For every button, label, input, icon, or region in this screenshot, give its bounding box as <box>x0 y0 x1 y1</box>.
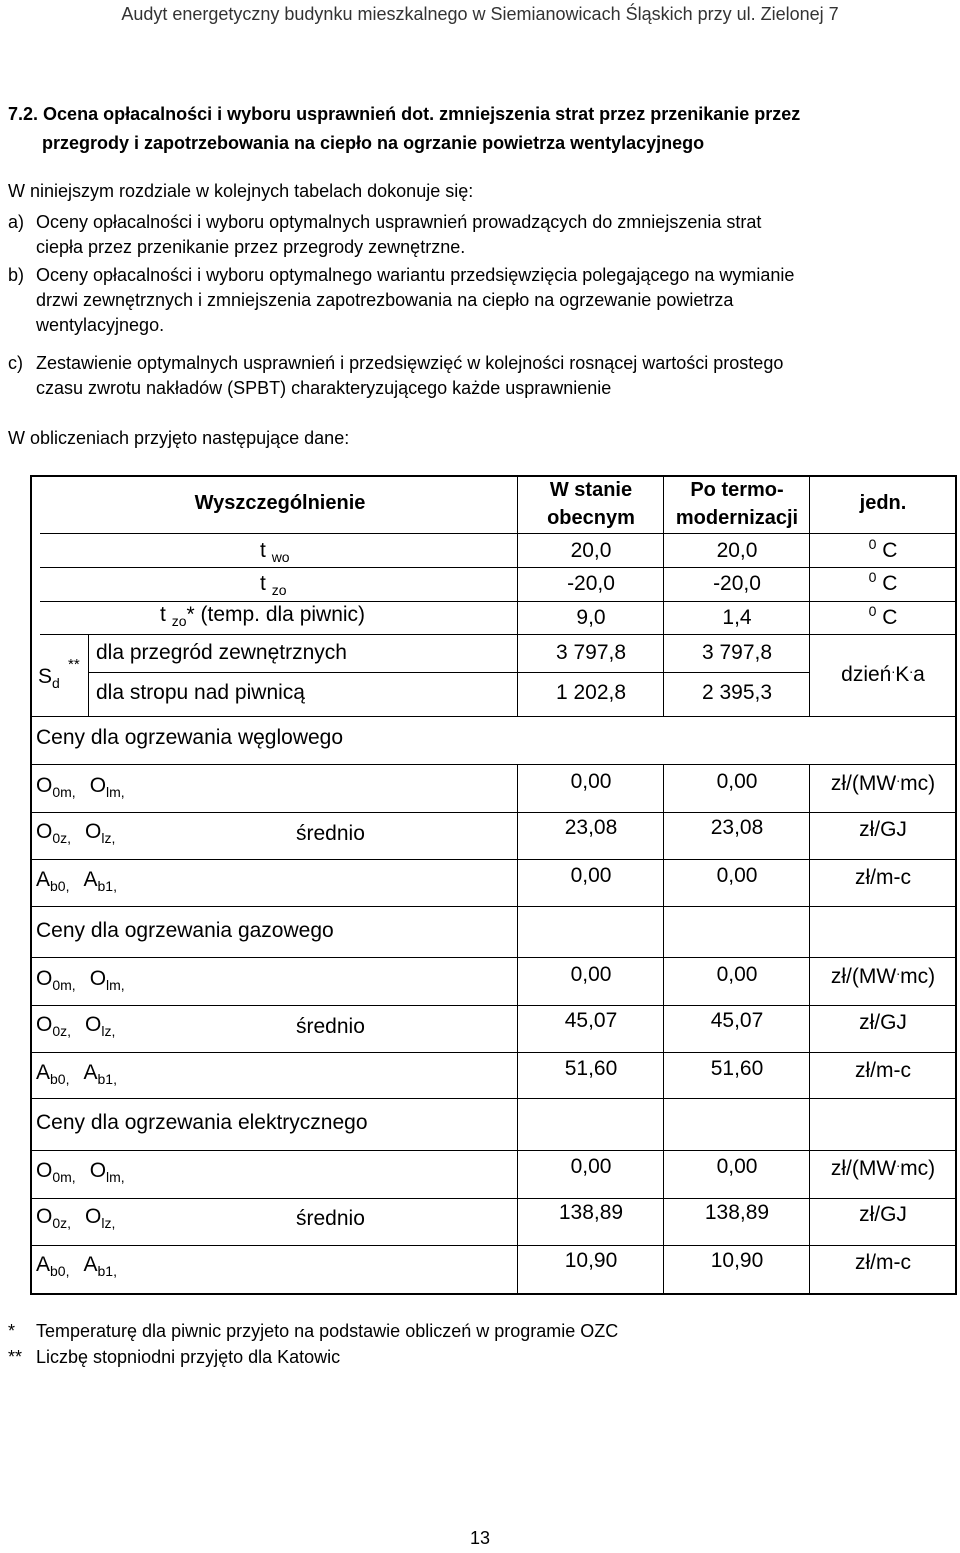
price-symbol: $O_{0m,}$ $O_{lm,}$ <box>36 1159 125 1185</box>
column-divider <box>517 764 518 1293</box>
price-note: średnio <box>296 1015 365 1038</box>
price-symbol: $O_{0z,}$ $O_{lz,}$ <box>36 1205 116 1231</box>
price-unit: zł/(MW.mc) <box>830 962 936 988</box>
header-current-line-1: W stanie <box>549 479 633 501</box>
column-divider <box>663 764 664 1293</box>
list-item-text: drzwi zewnętrznych i zmniejszenia zapotrezbowania na ciepło na ogrzewanie powietrza <box>36 290 734 310</box>
header-current-state <box>519 476 663 532</box>
temp-current-value: -20,0 <box>567 572 615 595</box>
price-unit: zł/(MW.mc) <box>830 1154 936 1180</box>
price-after-value: 138,89 <box>704 1201 770 1224</box>
header-unit: jedn. <box>859 492 907 514</box>
price-unit: zł/m-c <box>855 866 911 889</box>
list-item-text: Oceny opłacalności i wyboru optymalnego wariantu przedsięwzięcia polegającego na wymianie <box>36 265 795 285</box>
row-divider <box>30 1245 955 1246</box>
footnote-mark: ** <box>8 1347 23 1367</box>
input-data-table <box>30 475 957 1295</box>
temp-after-value: 20,0 <box>716 539 758 562</box>
price-current-value: 0,00 <box>570 963 612 986</box>
temp-unit: $^0$ C <box>868 536 898 562</box>
row-divider <box>30 1198 955 1199</box>
price-symbol: $A_{b0,}$ $A_{b1,}$ <box>36 1253 117 1279</box>
degree-days-row-label: dla przegród zewnętrznych <box>96 641 347 664</box>
price-current-value: 10,90 <box>564 1249 618 1272</box>
header-specification: Wyszczególnienie <box>194 492 366 514</box>
temp-unit: $^0$ C <box>868 603 898 629</box>
temp-after-value: 1,4 <box>722 606 752 629</box>
price-current-value: 23,08 <box>564 816 618 839</box>
row-divider <box>30 716 955 717</box>
price-unit: zł/(MW.mc) <box>830 769 936 795</box>
row-divider <box>88 672 809 673</box>
section-number: 7.2. <box>8 104 39 124</box>
price-unit: zł/GJ <box>859 818 907 841</box>
degree-days-row-label: dla stropu nad piwnicą <box>96 681 305 704</box>
price-group-title: Ceny dla ogrzewania węglowego <box>36 726 344 749</box>
degree-days-current-value: 1 202,8 <box>555 681 627 704</box>
price-after-value: 0,00 <box>716 1155 758 1178</box>
column-divider <box>809 475 810 716</box>
degree-days-after-value: 2 395,3 <box>701 681 773 704</box>
degree-days-symbol: $S_d$ <box>38 665 60 691</box>
price-group-title: Ceny dla ogrzewania elektrycznego <box>36 1111 368 1134</box>
price-current-value: 0,00 <box>570 770 612 793</box>
page-number: 13 <box>469 1528 491 1548</box>
price-symbol: $A_{b0,}$ $A_{b1,}$ <box>36 1061 117 1087</box>
row-divider <box>30 1052 955 1053</box>
price-symbol: $O_{0m,}$ $O_{lm,}$ <box>36 967 125 993</box>
price-current-value: 45,07 <box>564 1009 618 1032</box>
list-item-text: Oceny opłacalności i wyboru optymalnych usprawnień prowadzących do zmniejszenia strat <box>36 212 762 232</box>
intro-text: W niniejszym rozdziale w kolejnych tabelach dokonuje się: <box>8 181 474 201</box>
column-divider <box>517 475 518 716</box>
price-symbol: $A_{b0,}$ $A_{b1,}$ <box>36 868 117 894</box>
price-after-value: 45,07 <box>710 1009 764 1032</box>
degree-days-footnote-mark: ** <box>68 656 80 673</box>
row-divider <box>30 1098 955 1099</box>
data-intro-text: W obliczeniach przyjęto następujące dane: <box>8 428 350 448</box>
price-unit: zł/GJ <box>859 1011 907 1034</box>
price-note: średnio <box>296 822 365 845</box>
row-divider <box>40 533 955 534</box>
list-item-text: wentylacyjnego. <box>36 315 165 335</box>
row-divider <box>30 957 955 958</box>
column-divider <box>663 475 664 716</box>
temp-unit: $^0$ C <box>868 569 898 595</box>
row-divider <box>30 764 955 765</box>
price-after-value: 23,08 <box>710 816 764 839</box>
temp-symbol: t $_{wo}$ <box>260 539 290 565</box>
row-divider <box>40 567 955 568</box>
price-group-title: Ceny dla ogrzewania gazowego <box>36 919 334 942</box>
degree-days-after-value: 3 797,8 <box>701 641 773 664</box>
page-header: Audyt energetyczny budynku mieszkalnego w Siemianowicach Śląskich przy ul. Zielonej 7 <box>121 4 839 24</box>
list-item-text: czasu zwrotu nakładów (SPBT) charakteryzującego każde usprawnienie <box>36 378 612 398</box>
price-current-value: 0,00 <box>570 864 612 887</box>
row-divider <box>30 1005 955 1006</box>
price-after-value: 0,00 <box>716 864 758 887</box>
degree-days-current-value: 3 797,8 <box>555 641 627 664</box>
row-divider <box>30 1150 955 1151</box>
temp-current-value: 20,0 <box>570 539 612 562</box>
header-after-modernization <box>665 476 809 532</box>
temp-symbol: t $_{zo}$* (temp. dla piwnic) <box>160 603 366 629</box>
price-current-value: 0,00 <box>570 1155 612 1178</box>
price-symbol: $O_{0m,}$ $O_{lm,}$ <box>36 774 125 800</box>
list-item-label: a) <box>8 212 25 232</box>
footnote-text: Temperaturę dla piwnic przyjeto na podstawie obliczeń w programie OZC <box>36 1321 619 1341</box>
list-item-text: ciepła przez przenikanie przez przegrody zewnętrzne. <box>36 237 466 257</box>
price-after-value: 0,00 <box>716 963 758 986</box>
temp-current-value: 9,0 <box>576 606 606 629</box>
section-title-line-1: Ocena opłacalności i wyboru usprawnień dot. zmniejszenia strat przez przenikanie przez <box>43 104 801 124</box>
price-current-value: 51,60 <box>564 1057 618 1080</box>
degree-days-unit: dzień.K.a <box>841 660 925 686</box>
row-divider <box>40 634 955 635</box>
section-heading <box>8 100 948 158</box>
price-note: średnio <box>296 1207 365 1230</box>
price-after-value: 0,00 <box>716 770 758 793</box>
header-after-line-2: modernizacji <box>675 507 799 529</box>
column-divider <box>809 764 810 1293</box>
price-unit: zł/m-c <box>855 1251 911 1274</box>
row-divider <box>30 859 955 860</box>
row-divider <box>30 906 955 907</box>
header-after-line-1: Po termo- <box>690 479 784 501</box>
row-divider <box>30 812 955 813</box>
price-unit: zł/GJ <box>859 1203 907 1226</box>
row-divider <box>40 601 955 602</box>
footnote-text: Liczbę stopniodni przyjęto dla Katowic <box>36 1347 341 1367</box>
price-symbol: $O_{0z,}$ $O_{lz,}$ <box>36 1013 116 1039</box>
footnote-mark: * <box>8 1321 16 1341</box>
temp-after-value: -20,0 <box>713 572 761 595</box>
column-divider <box>88 634 89 716</box>
header-current-line-2: obecnym <box>547 507 635 529</box>
price-unit: zł/m-c <box>855 1059 911 1082</box>
list-item-text: Zestawienie optymalnych usprawnień i przedsięwzięć w kolejności rosnącej wartości prostego <box>36 353 784 373</box>
temp-symbol: t $_{zo}$ <box>260 572 287 598</box>
section-title-line-2: przegrody i zapotrzebowania na ciepło na ogrzanie powietrza wentylacyjnego <box>42 133 705 153</box>
list-item-label: c) <box>8 353 23 373</box>
list-item-label: b) <box>8 265 25 285</box>
price-after-value: 10,90 <box>710 1249 764 1272</box>
price-after-value: 51,60 <box>710 1057 764 1080</box>
price-symbol: $O_{0z,}$ $O_{lz,}$ <box>36 820 116 846</box>
price-current-value: 138,89 <box>558 1201 624 1224</box>
